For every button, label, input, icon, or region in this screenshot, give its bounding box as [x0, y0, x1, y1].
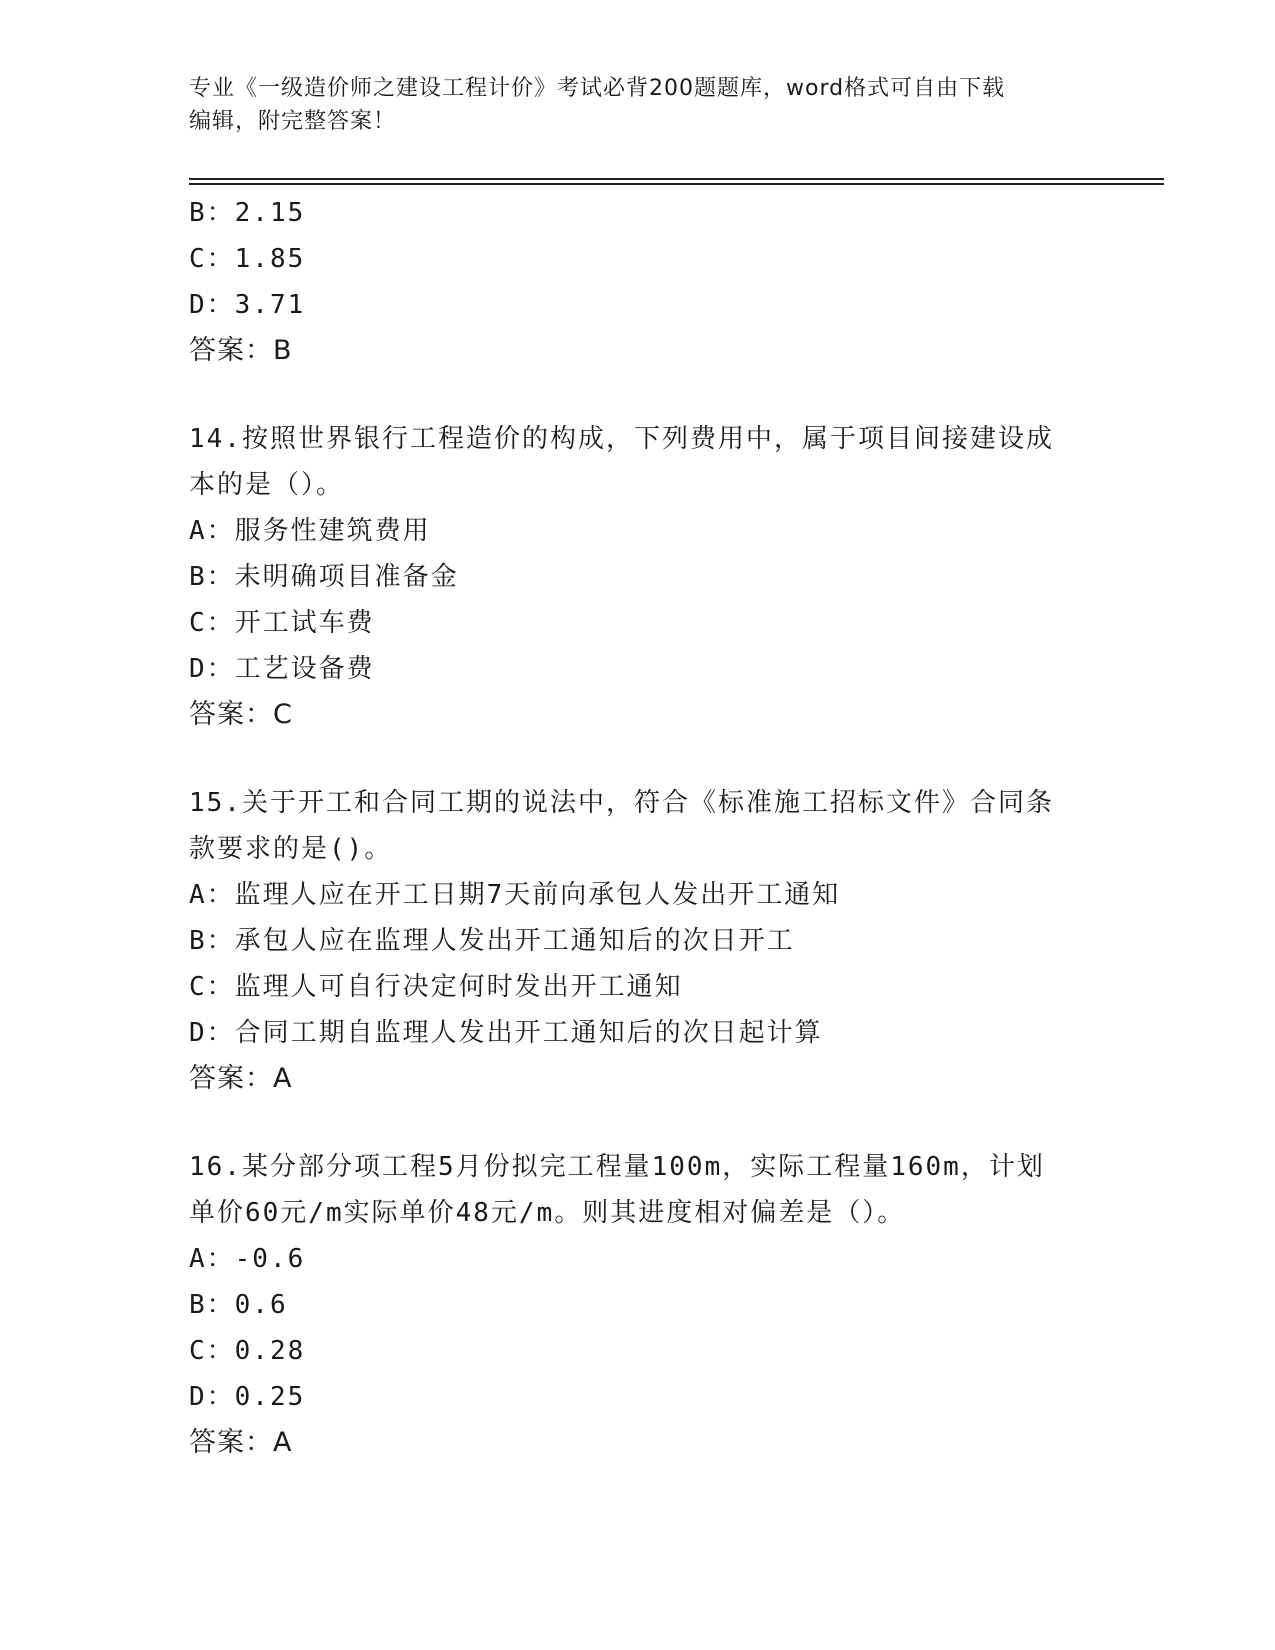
option-b: B：2.15: [189, 198, 306, 228]
header-title-line-2: 编辑，附完整答案！: [189, 109, 397, 134]
option-b: B：0.6: [189, 1290, 288, 1320]
question-stem-cont: 款要求的是()。: [189, 834, 393, 864]
answer: 答案：B: [189, 335, 293, 366]
question-13-tail: [189, 190, 1089, 374]
option-d: D：0.25: [189, 1382, 306, 1412]
question-list: [189, 190, 1089, 1466]
question-stem-cont: 本的是（）。: [189, 470, 345, 500]
option-b: B：承包人应在监理人发出开工通知后的次日开工: [189, 926, 795, 956]
answer: 答案：A: [189, 1063, 293, 1094]
option-d: D：3.71: [189, 290, 306, 320]
question-14: [189, 416, 1089, 738]
document-header: [189, 72, 1089, 138]
option-c: C：0.28: [189, 1336, 306, 1366]
question-15: [189, 780, 1089, 1102]
question-stem: 16.某分部分项工程5月份拟完工程量100m，实际工程量160m，计划: [189, 1152, 1045, 1182]
header-divider-top: [189, 178, 1164, 180]
question-16: [189, 1144, 1089, 1466]
question-stem: 14.按照世界银行工程造价的构成，下列费用中，属于项目间接建设成: [189, 424, 1054, 454]
option-d: D：合同工期自监理人发出开工通知后的次日起计算: [189, 1018, 823, 1048]
option-a: A：-0.6: [189, 1244, 306, 1274]
header-title-line-1: 专业《一级造价师之建设工程计价》考试必背200题题库，word格式可自由下载: [189, 76, 1006, 101]
option-d: D：工艺设备费: [189, 654, 375, 684]
question-stem: 15.关于开工和合同工期的说法中，符合《标准施工招标文件》合同条: [189, 788, 1054, 818]
option-c: C：监理人可自行决定何时发出开工通知: [189, 972, 683, 1002]
option-c: C：1.85: [189, 244, 306, 274]
option-c: C：开工试车费: [189, 608, 375, 638]
option-a: A：监理人应在开工日期7天前向承包人发出开工通知: [189, 880, 841, 910]
question-stem-cont: 单价60元/m实际单价48元/m。则其进度相对偏差是（）。: [189, 1198, 906, 1228]
header-divider-bottom: [189, 183, 1164, 185]
option-b: B：未明确项目准备金: [189, 562, 459, 592]
answer: 答案：A: [189, 1427, 293, 1458]
option-a: A：服务性建筑费用: [189, 516, 431, 546]
answer: 答案：C: [189, 699, 293, 730]
